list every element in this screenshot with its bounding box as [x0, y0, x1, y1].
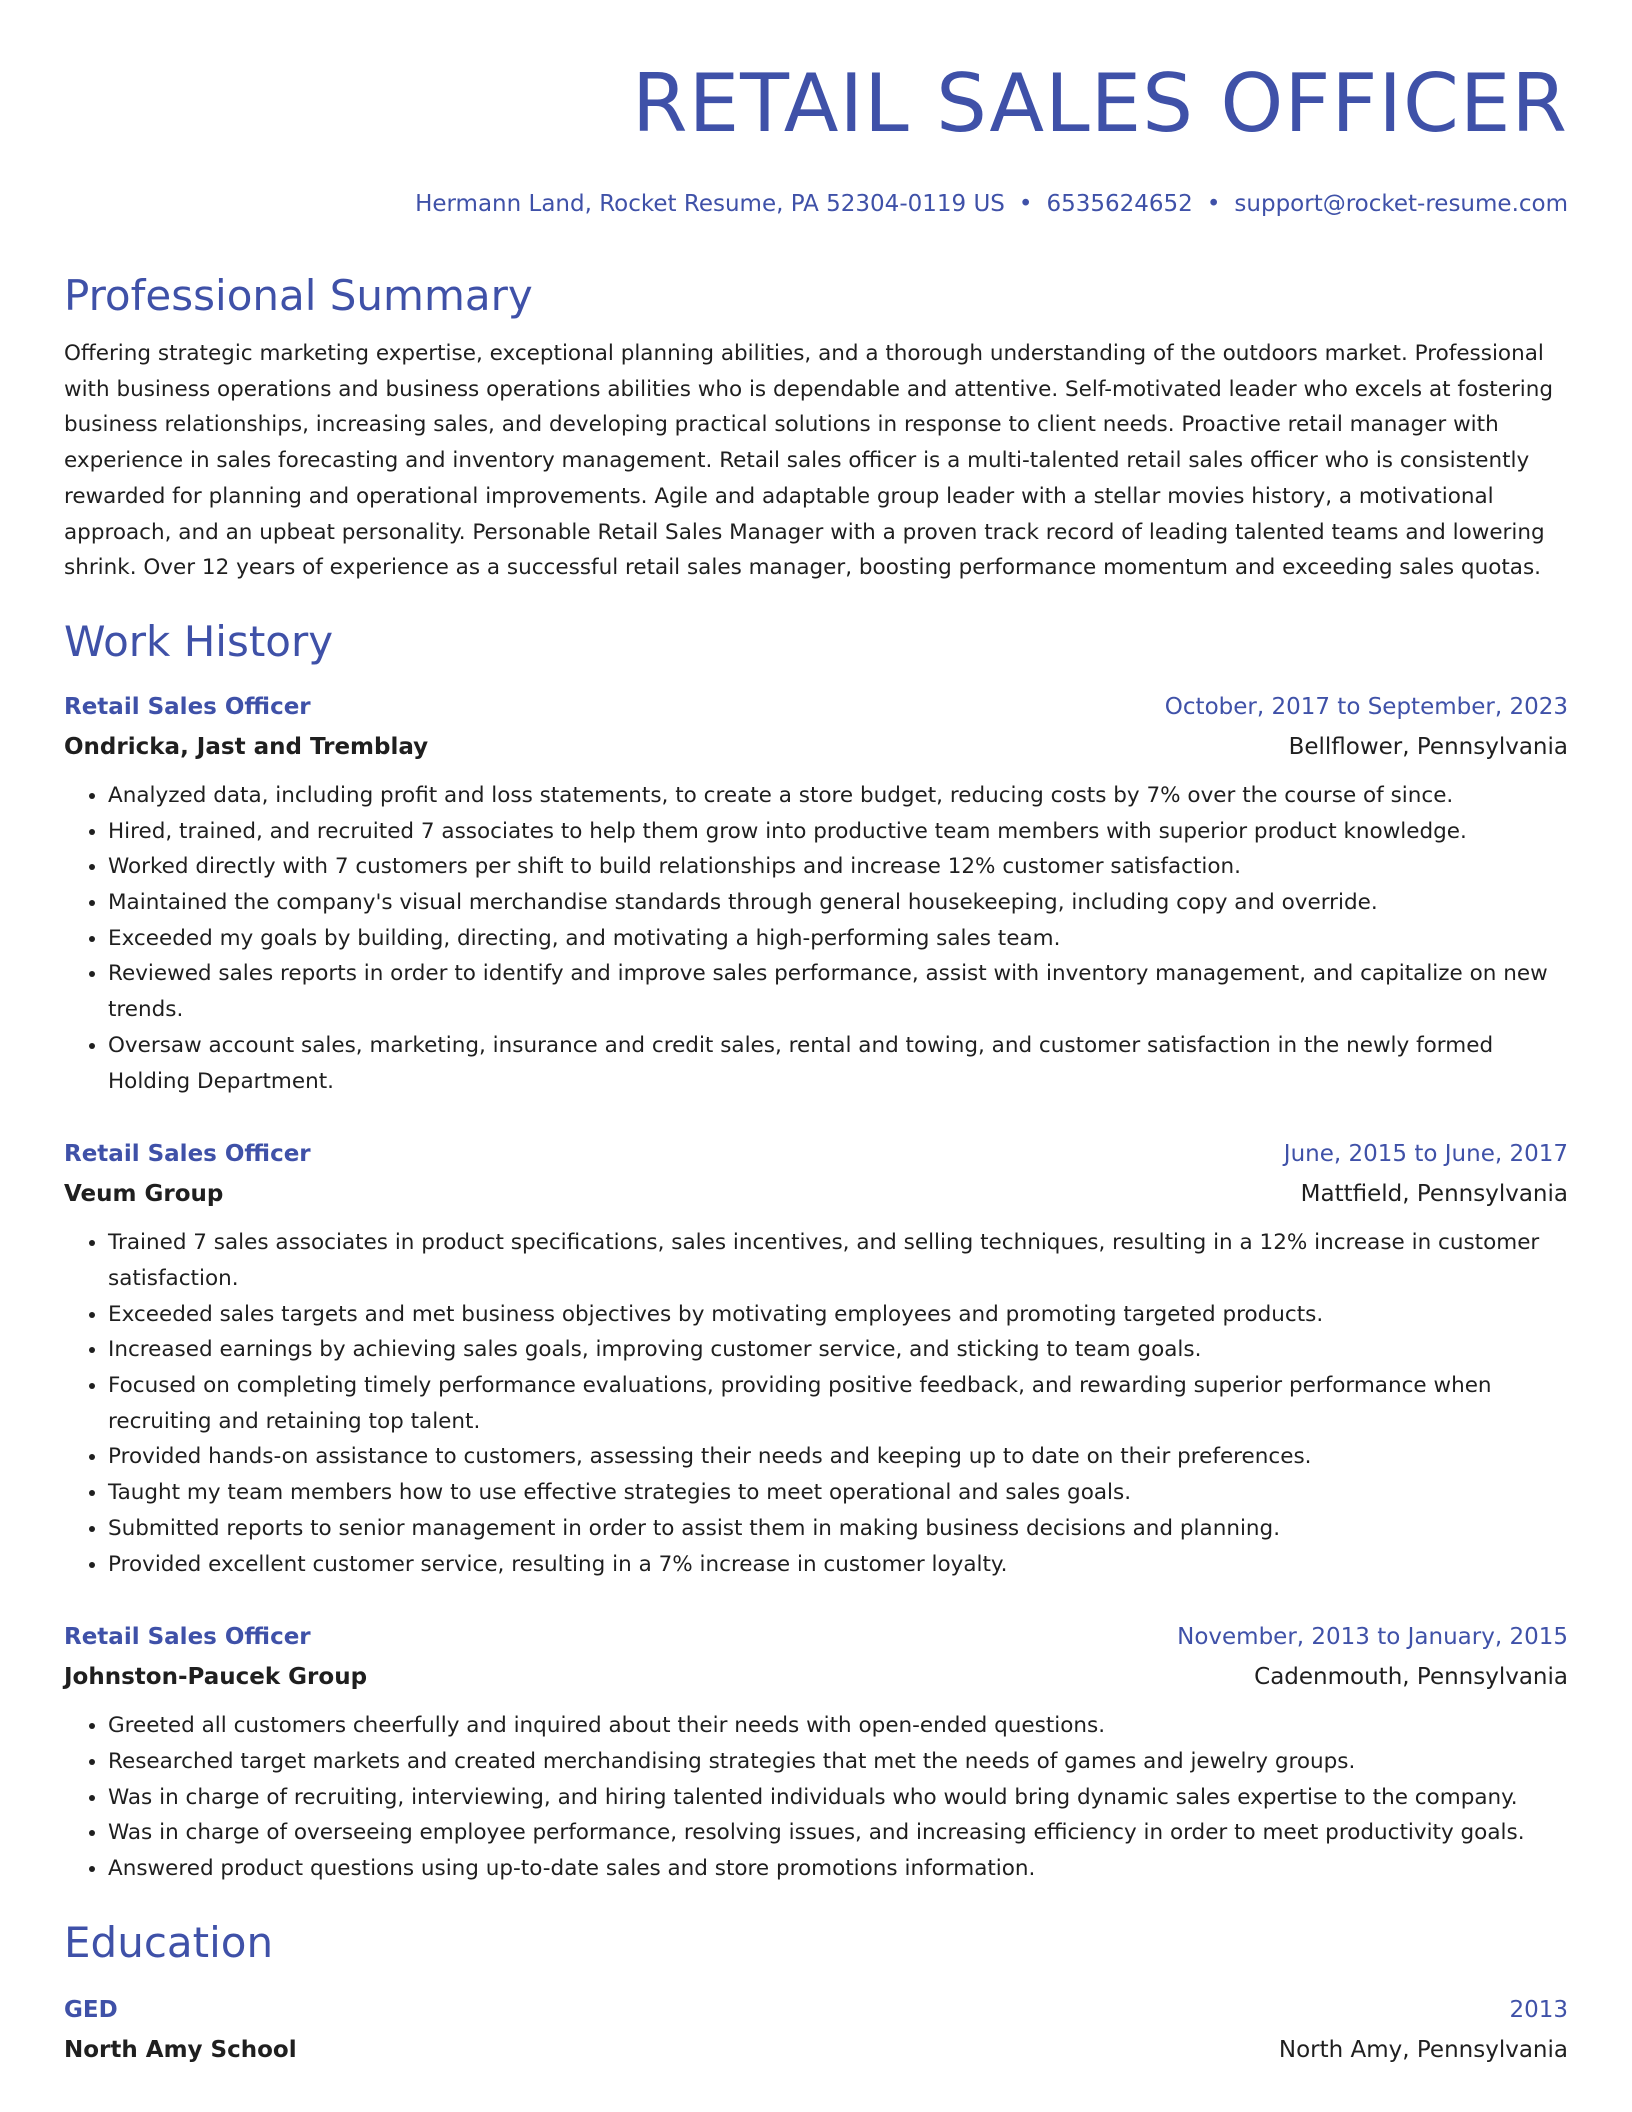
job-title-row — [64, 1137, 1568, 1171]
job-bullet: • Was in charge of recruiting, interviewing, and hiring talented individuals who would bring dynamic sales expertise to the company. — [108, 1780, 1568, 1816]
job-company: Veum Group — [64, 1181, 224, 1208]
job-location: Mattfield, Pennsylvania — [1300, 1181, 1568, 1208]
job-bullet: • Reviewed sales reports in order to identify and improve sales performance, assist with inventory management, and capitalize on new trends. — [108, 956, 1568, 1027]
job-company: Johnston-Paucek Group — [64, 1664, 368, 1691]
job-entry — [64, 1137, 1568, 1582]
job-title-row — [64, 1620, 1568, 1654]
job-title-row — [64, 690, 1568, 724]
job-company-row — [64, 730, 1568, 764]
job-bullet: • Focused on completing timely performance evaluations, providing positive feedback, and rewarding superior performance when recruiting and retaining top talent. — [108, 1368, 1568, 1439]
job-bullet: • Researched target markets and created merchandising strategies that met the needs of games and jewelry groups. — [108, 1744, 1568, 1780]
job-title: Retail Sales Officer — [64, 1624, 311, 1651]
job-dates: November, 2013 to January, 2015 — [1177, 1624, 1568, 1651]
job-bullet: • Hired, trained, and recruited 7 associates to help them grow into productive team members with superior product knowledge. — [108, 814, 1568, 850]
job-bullet: • Taught my team members how to use effective strategies to meet operational and sales goals. — [108, 1475, 1568, 1511]
education-school: North Amy School — [64, 2036, 297, 2063]
education-heading: Education — [64, 1917, 274, 1967]
resume-name: RETAIL SALES OFFICER — [631, 57, 1568, 150]
education-school-row — [64, 2033, 1568, 2067]
education-entry — [64, 1993, 1568, 2067]
job-title: Retail Sales Officer — [64, 1141, 311, 1168]
contact-phone: 6535624652 — [1046, 191, 1193, 217]
contact-address: Hermann Land, Rocket Resume, PA 52304-0119 US — [415, 191, 1005, 217]
job-bullet: • Exceeded my goals by building, directing, and motivating a high-performing sales team. — [108, 921, 1568, 957]
job-bullets — [64, 778, 1568, 1099]
job-bullet: • Oversaw account sales, marketing, insurance and credit sales, rental and towing, and customer satisfaction in the newly formed Holding Department. — [108, 1028, 1568, 1099]
job-entry — [64, 1620, 1568, 1887]
job-bullets — [64, 1708, 1568, 1887]
contact-separator: • — [1206, 191, 1221, 217]
resume-header — [64, 56, 1568, 220]
job-company-row — [64, 1660, 1568, 1694]
job-company-row — [64, 1177, 1568, 1211]
job-company: Ondricka, Jast and Tremblay — [64, 733, 429, 760]
job-bullet: • Provided excellent customer service, resulting in a 7% increase in customer loyalty. — [108, 1547, 1568, 1583]
work-history-heading: Work History — [64, 616, 334, 666]
job-location: Cadenmouth, Pennsylvania — [1254, 1664, 1568, 1691]
job-bullet: • Exceeded sales targets and met business objectives by motivating employees and promoting targeted products. — [108, 1297, 1568, 1333]
job-dates: October, 2017 to September, 2023 — [1164, 693, 1568, 720]
education-year: 2013 — [1509, 1996, 1568, 2023]
job-title: Retail Sales Officer — [64, 693, 311, 720]
education-degree-row — [64, 1993, 1568, 2027]
job-entry — [64, 690, 1568, 1099]
job-dates: June, 2015 to June, 2017 — [1283, 1141, 1568, 1168]
job-bullet: • Trained 7 sales associates in product specifications, sales incentives, and selling techniques, resulting in a 12% increase in customer satisfaction. — [108, 1225, 1568, 1296]
contact-line — [64, 188, 1568, 220]
contact-email: support@rocket-resume.com — [1234, 191, 1568, 217]
job-bullets — [64, 1225, 1568, 1582]
job-bullet: • Greeted all customers cheerfully and inquired about their needs with open-ended questions. — [108, 1708, 1568, 1744]
job-bullet: • Worked directly with 7 customers per shift to build relationships and increase 12% customer satisfaction. — [108, 849, 1568, 885]
job-bullet: • Analyzed data, including profit and loss statements, to create a store budget, reducing costs by 7% over the course of since. — [108, 778, 1568, 814]
summary-text: Offering strategic marketing expertise, exceptional planning abilities, and a thorough understanding of the outdoors market. Professional with business operations and business operations abilities who is dependable and attentive. Self-motivated leader who excels at fostering business relationships, increasing sales, and developing practical solutions in response to client needs. Proactive retail manager with experience in sales forecasting and inventory management. Retail sales officer is a multi-talented retail sales officer who is consistently rewarded for planning and operational improvements. Agile and adaptable group leader with a stellar movies history, a motivational approach, and an upbeat personality. Personable Retail Sales Manager with a proven track record of leading talented teams and lowering shrink. Over 12 years of experience as a successful retail sales manager, boosting performance momentum and exceeding sales quotas. — [64, 341, 1554, 581]
contact-separator: • — [1018, 191, 1033, 217]
job-bullet: • Answered product questions using up-to-date sales and store promotions information. — [108, 1851, 1568, 1887]
education-degree: GED — [64, 1996, 118, 2023]
summary-heading: Professional Summary — [64, 271, 533, 320]
job-bullet: • Submitted reports to senior management in order to assist them in making business decisions and planning. — [108, 1511, 1568, 1547]
job-bullet: • Increased earnings by achieving sales goals, improving customer service, and sticking to team goals. — [108, 1332, 1568, 1368]
job-bullet: • Maintained the company's visual merchandise standards through general housekeeping, including copy and override. — [108, 885, 1568, 921]
job-bullet: • Was in charge of overseeing employee performance, resolving issues, and increasing efficiency in order to meet productivity goals. — [108, 1815, 1568, 1851]
education-location: North Amy, Pennsylvania — [1278, 2036, 1568, 2063]
job-location: Bellflower, Pennsylvania — [1288, 733, 1568, 760]
job-bullet: • Provided hands-on assistance to customers, assessing their needs and keeping up to date on their preferences. — [108, 1439, 1568, 1475]
